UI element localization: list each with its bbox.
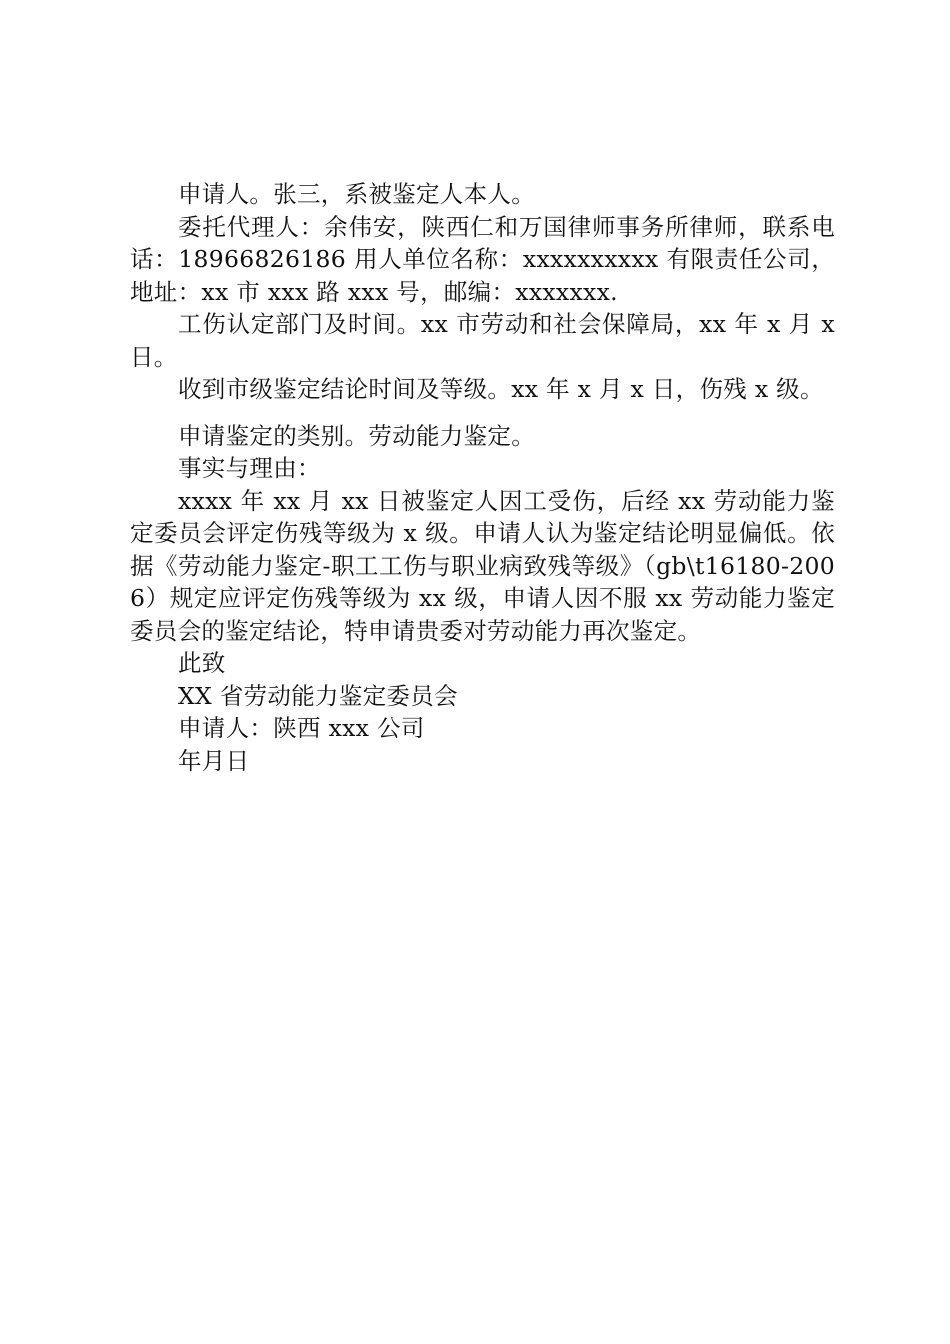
salutation-line: 此致 [178,649,226,677]
date-line: 年月日 [178,746,250,775]
appraisal-category-line: 申请鉴定的类别。劳动能力鉴定。 [178,421,535,450]
recipient-line: XX 省劳动能力鉴定委员会 [178,681,458,710]
applicant-line: 申请人。张三，系被鉴定人本人。 [178,180,535,208]
signature-applicant-line: 申请人：陕西 xxx 公司 [178,714,425,742]
facts-reasons-paragraph: xxxx 年 xx 月 xx 日被鉴定人因工受伤，后经 xx 劳动能力鉴定委员会评定伤残等级为 x 级。申请人认为鉴定结论明显偏低。依据《劳动能力鉴定-职工工伤与职业病致残等级》（gb\t16180-2006）规定应评定伤残等级为 xx 级，申请人因不服 xx 劳动能力鉴定委员会的鉴定结论，特申请贵委对劳动能力再次鉴定。 [130,486,835,645]
conclusion-received-paragraph: 收到市级鉴定结论时间及等级。xx 年 x 月 x 日，伤残 x 级。 [178,375,824,403]
document-body [130,178,835,777]
injury-recognition-paragraph: 工伤认定部门及时间。xx 市劳动和社会保障局，xx 年 x 月 x 日。 [130,310,835,371]
agent-info-paragraph: 委托代理人：余伟安，陕西仁和万国律师事务所律师，联系电话：18966826186 用人单位名称：xxxxxxxxxx 有限责任公司，地址：xx 市 xxx 路 xxx 号，邮编：xxxxxxx. [130,212,835,306]
facts-heading: 事实与理由： [178,454,321,482]
